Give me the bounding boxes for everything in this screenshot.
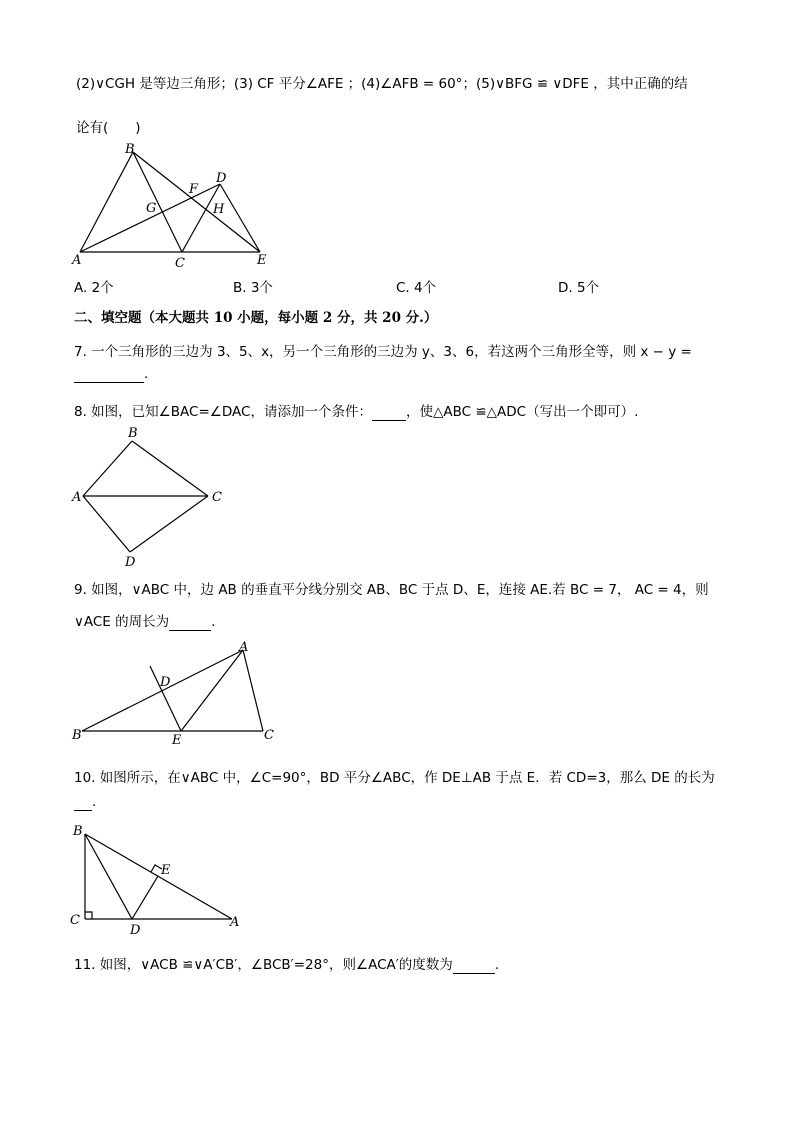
q6-label-A: A: [72, 253, 82, 268]
q8-statement: [74, 400, 638, 421]
q7-end: .: [144, 366, 149, 382]
q7-statement-line1: 7. 一个三角形的三边为 3、5、x，另一个三角形的三边为 y、3、6，若这两个三角形全等，则 x − y =: [74, 344, 692, 360]
q6-label-C: C: [175, 256, 185, 271]
q6-label-H: H: [213, 202, 225, 217]
q10-end: .: [92, 794, 97, 810]
q6-option-a[interactable]: A. 2个: [74, 280, 114, 296]
q9-label-A: A: [239, 640, 249, 655]
q7-answer-line: [74, 366, 148, 383]
q6-figure: [70, 140, 290, 270]
q11-text-a: 11. 如图，∨ACB ≌∨A′CB′，∠BCB′=28°，则∠ACA′的度数为: [74, 957, 453, 973]
q10-label-B: B: [73, 824, 83, 839]
section-2-title: 二、填空题（本大题共 10 小题，每小题 2 分，共 20 分.）: [74, 310, 438, 326]
q6-option-d[interactable]: D. 5个: [558, 280, 600, 296]
q8-label-A: A: [72, 490, 82, 505]
q9-answer-blank[interactable]: [169, 614, 211, 631]
q8-text-a: 8. 如图，已知∠BAC=∠DAC，请添加一个条件：: [74, 404, 372, 420]
q9-label-C: C: [264, 728, 274, 743]
q10-answer-blank[interactable]: [74, 794, 92, 811]
q9-statement-line1: 9. 如图，∨ABC 中，边 AB 的垂直平分线分别交 AB、BC 于点 D、E，连接 AE.若 BC = 7， AC = 4，则: [74, 582, 709, 598]
q6-label-D: D: [216, 171, 227, 186]
q11-answer-blank[interactable]: [453, 957, 495, 974]
q7-answer-blank[interactable]: [74, 366, 144, 383]
q10-label-D: D: [130, 923, 141, 938]
q9-figure: [70, 638, 290, 753]
q10-answer-line: [74, 794, 96, 811]
q8-label-B: B: [128, 426, 138, 441]
q9-label-D: D: [160, 675, 171, 690]
q6-label-F: F: [189, 182, 199, 197]
q6-statement-line1: (2)∨CGH 是等边三角形；(3) CF 平分∠AFE ；(4)∠AFB = 60°；(5)∨BFG ≌ ∨DFE ，其中正确的结: [76, 76, 688, 92]
q8-figure: [70, 424, 240, 574]
q9-end: .: [211, 614, 216, 630]
q6-option-b[interactable]: B. 3个: [233, 280, 273, 296]
q10-statement-line1: 10. 如图所示，在∨ABC 中，∠C=90°，BD 平分∠ABC，作 DE⊥AB 于点 E．若 CD=3，那么 DE 的长为: [74, 770, 715, 786]
q8-label-D: D: [125, 555, 136, 570]
q6-label-E: E: [257, 253, 267, 268]
q11-statement: [74, 953, 499, 974]
q9-label-B: B: [72, 728, 82, 743]
q6-statement-line2: 论有( ): [76, 120, 141, 136]
q9-text-a: ∨ACE 的周长为: [74, 614, 170, 630]
q10-label-E: E: [161, 863, 171, 878]
q6-option-c[interactable]: C. 4个: [396, 280, 437, 296]
q6-label-B: B: [125, 142, 135, 157]
q8-label-C: C: [212, 490, 222, 505]
q11-end: .: [494, 957, 500, 973]
q8-text-b: ，使△ABC ≌△ADC（写出一个即可）.: [405, 404, 639, 420]
q10-figure: [66, 822, 256, 937]
q9-label-E: E: [172, 733, 182, 748]
q8-answer-blank[interactable]: [372, 404, 406, 421]
q9-statement-line2: [74, 610, 215, 631]
q10-label-C: C: [70, 913, 80, 928]
q10-label-A: A: [230, 915, 240, 930]
q6-label-G: G: [146, 201, 157, 216]
